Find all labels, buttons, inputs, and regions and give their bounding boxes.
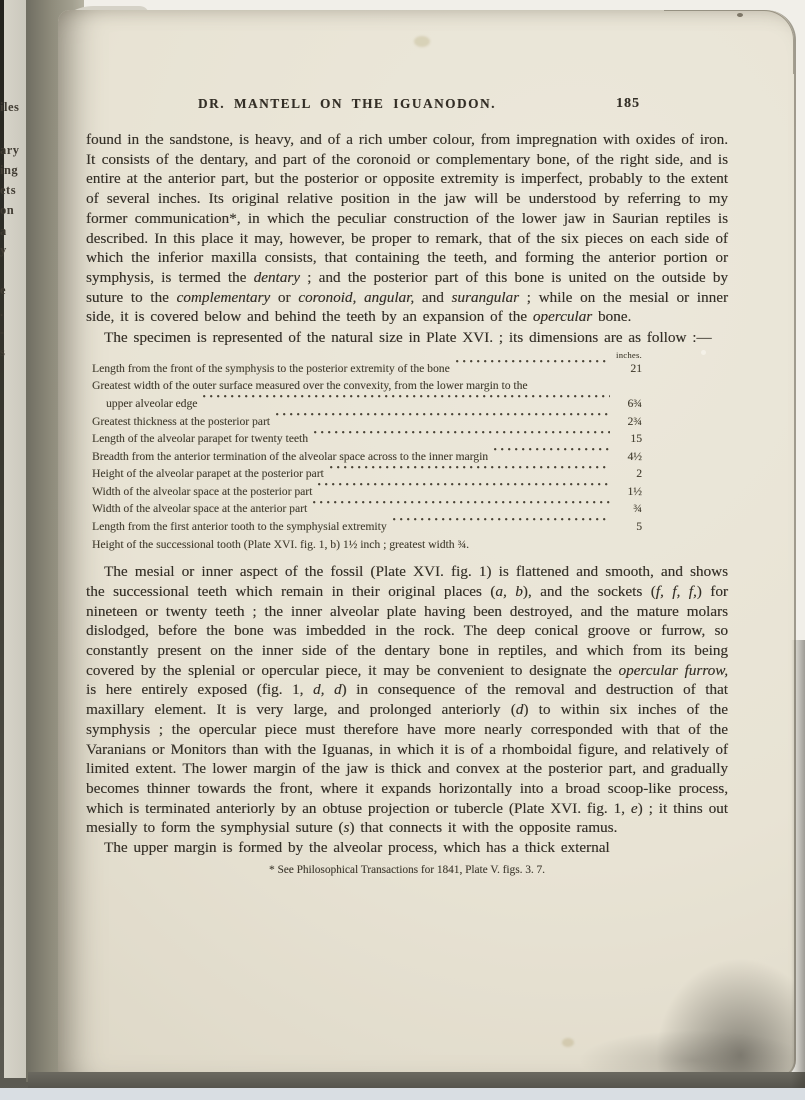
table-row-label: Length of the alveolar parapet for twenty teeth: [92, 432, 309, 446]
dot-leader: [393, 518, 610, 530]
table-row: [92, 536, 704, 554]
dot-leader: [456, 360, 610, 372]
dot-leader: [318, 483, 610, 495]
text-fragment: s: [0, 345, 6, 359]
dot-leader: [203, 395, 610, 407]
table-row-label: Length from the first anterior tooth to the symphysial extremity: [92, 520, 387, 534]
table-row: [92, 413, 642, 431]
paragraph-4: The upper margin is formed by the alveolar process, which has a thick external: [104, 839, 610, 857]
photo-shadow: [578, 1030, 796, 1078]
table-row-value: 4½: [627, 449, 642, 463]
table-row-value: 15: [630, 432, 642, 446]
dot-leader: [330, 466, 610, 478]
table-row-value: 2: [636, 467, 642, 481]
table-row-label: Height of the successional tooth (Plate XVI. fig. 1, b) 1½ inch ; greatest width ¾.: [92, 537, 470, 551]
table-row: [92, 377, 704, 395]
page-number: 185: [616, 96, 640, 111]
dot-leader: [314, 431, 610, 443]
backdrop-bottom-strip: [0, 1088, 805, 1100]
page-stain: [414, 36, 430, 47]
table-row-value: 2¾: [627, 414, 642, 428]
page-header: [86, 96, 728, 118]
table-row-value: 21: [630, 361, 642, 375]
table-row-label: Height of the alveolar parapet at the posterior part: [92, 467, 324, 481]
table-row: [92, 360, 642, 378]
paragraph-2: The specimen is represented of the natural size in Plate XVI. ; its dimensions are as follow :—: [104, 329, 712, 347]
table-row: [92, 395, 642, 413]
text-fragment: iles: [0, 100, 20, 114]
page-speck: [737, 13, 743, 17]
text-fragment: ets: [0, 183, 17, 197]
dot-leader: [276, 413, 610, 425]
table-row: [92, 465, 642, 483]
book-page: [58, 10, 796, 1078]
table-row: [92, 448, 642, 466]
footnote: * See Philosophical Transactions for 1841, Plate V. figs. 3. 7.: [268, 863, 546, 876]
text-fragment: y: [0, 243, 7, 257]
dot-leader: [494, 448, 610, 460]
text-fragment: a: [0, 224, 7, 238]
table-row-label: Greatest width of the outer surface measured over the convexity, from the lower margin to the: [92, 379, 528, 393]
dimensions-table: [92, 351, 728, 554]
text-fragment: ary: [0, 143, 20, 157]
table-row-label: Width of the alveolar space at the anterior part: [92, 502, 308, 516]
table-row-value: 6¾: [627, 396, 642, 410]
paragraph-3: The mesial or inner aspect of the fossil (Plate XVI. fig. 1) is flattened and smooth, and shows the successional teeth which remain in their original places (a, b), and the sockets (f, f, f,) for nineteen or twenty teeth ; the inner alveolar plate having been destroyed, and the mature molars dislodged, before the bone was imbedded in the rock. The deep conical groove or furrow, so constantly present on the inner side of the dentary bone in reptiles, and which from its being covered by the splenial or opercular piece, it may be convenient to designate the opercular furrow, is here entirely exposed (fig. 1, d, d) in consequence of the removal and destruction of that maxillary element. It is very large, and prolonged anteriorly (d) to within six inches of the symphysis ; the opercular piece must therefore have more nearly corresponded with that of the Varanians or Monitors than with the Iguanas, in which it is of a rhomboidal figure, and relatively of limited extent. The lower margin of the jaw is thick and convex at the posterior part, and gradually becomes thinner towards the front, where it expands horizontally into a broad scoop-like process, which is terminated anteriorly by an obtuse projection or tubercle (Plate XVI. fig. 1, e) ; it thins out mesially to form the symphysial suture (s) that connects it with the opposite ramus.: [86, 563, 729, 837]
table-row-value: 1½: [627, 484, 642, 498]
table-row-label: Breadth from the anterior termination of the alveolar space across to the inner margin: [92, 449, 489, 463]
text-fragment: -: [0, 325, 5, 339]
text-fragment: .: [0, 305, 4, 319]
table-row-label: Width of the alveolar space at the posterior part: [92, 484, 313, 498]
running-title: DR. MANTELL ON THE IGUANODON.: [197, 96, 497, 111]
page-corner-edge: [664, 10, 794, 74]
text-fragment: e: [0, 283, 7, 297]
table-row: [92, 483, 642, 501]
table-row-value: 5: [636, 520, 642, 534]
table-row: [92, 430, 642, 448]
table-row-label: Length from the front of the symphysis to the posterior extremity of the bone: [92, 361, 450, 375]
table-row-label: upper alveolar edge: [106, 396, 198, 410]
text-fragment: ing: [0, 163, 19, 177]
printed-content: [86, 96, 728, 876]
table-unit-label: inches.: [616, 349, 642, 360]
page-stain: [562, 1038, 574, 1047]
dot-leader: [313, 501, 610, 513]
table-row: [92, 500, 642, 518]
facing-page-text-fragments: [0, 0, 24, 700]
paragraph-1: found in the sandstone, is heavy, and of a rich umber colour, from impregnation with oxides of iron. It consists of the dentary, and part of the coronoid or complementary bone, of the right side, and is entire at the anterior part, but the posterior or opposite extremity is imperfect, probably to the extent of several inches. Its original relative position in the jaw will be understood by referring to my former communication*, in which the peculiar construction of the lower jaw in Saurian reptiles is described. In this place it may, however, be proper to remark, that of the six pieces on each side of which the inferior maxilla consists, that containing the teeth, and forming the anterior portion or symphysis, is termed the dentary ; and the posterior part of this bone is united on the outside by suture to the complementary or coronoid, angular, and surangular ; while on the mesial or inner side, it is covered below and behind the teeth by an expansion of the opercular bone.: [86, 131, 728, 326]
table-row: [92, 518, 642, 536]
table-row-label: Greatest thickness at the posterior part: [92, 414, 271, 428]
backdrop-right-shadow: [791, 640, 805, 1088]
table-row-value: ¾: [633, 502, 642, 516]
text-fragment: on: [0, 203, 15, 217]
